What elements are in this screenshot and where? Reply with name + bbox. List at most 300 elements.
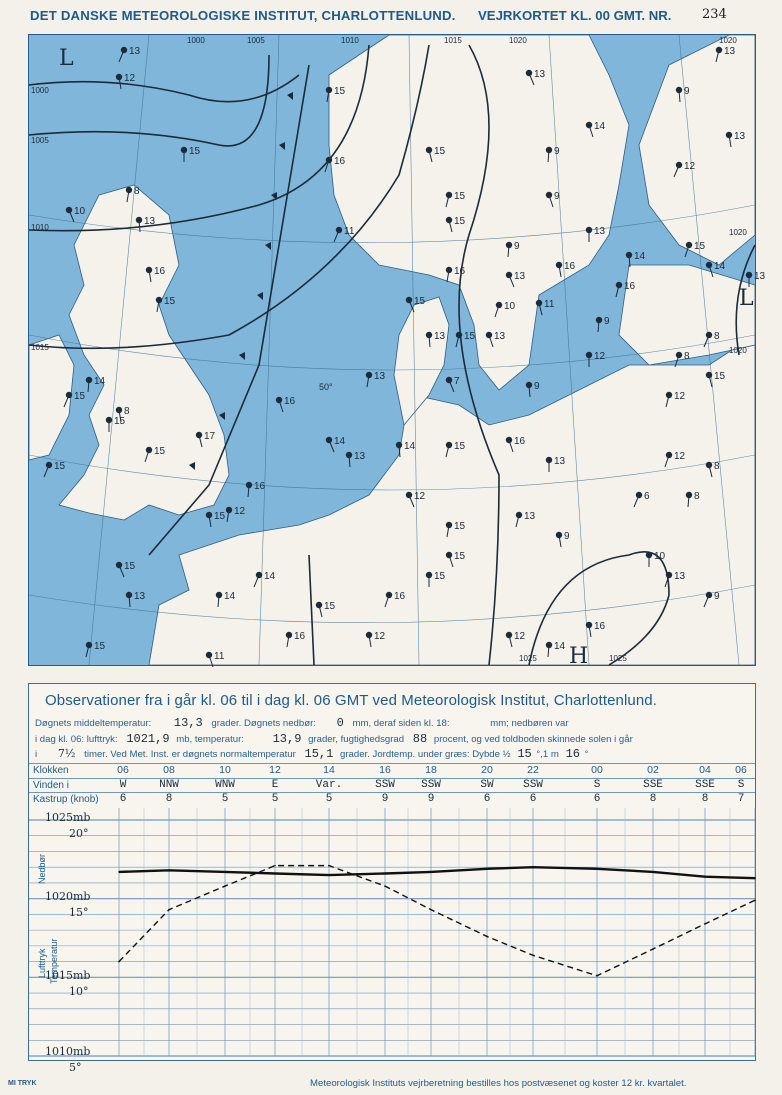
hour-cell: 10 (219, 764, 231, 776)
station-dot (556, 262, 562, 268)
temperature-point (224, 885, 226, 887)
weather-station (44, 461, 66, 477)
land-britain (59, 185, 229, 520)
station-temperature: 13 (434, 331, 446, 342)
institute-name: DET DANSKE METEOROLOGISKE INSTITUT, CHARLOTTENLUND. (30, 8, 456, 23)
station-temperature: 16 (624, 281, 636, 292)
station-temperature: 15 (124, 561, 136, 572)
station-temperature: 15 (74, 391, 86, 402)
station-temperature: 15 (414, 296, 426, 307)
station-dot (136, 217, 142, 223)
temp-20-label: 20° (69, 827, 89, 840)
weather-station (276, 396, 296, 412)
wind-cell: NNW (159, 779, 179, 791)
station-dot (126, 592, 132, 598)
station-dot (446, 267, 452, 273)
precipitation-value: 0 (336, 716, 344, 730)
row-label: Kastrup (knob) (33, 794, 99, 805)
station-temperature: 13 (514, 271, 526, 282)
weather-station (446, 376, 460, 392)
station-temperature: 15 (114, 416, 126, 427)
wind-cell: SSE (695, 779, 715, 791)
obs-text: procent, og ved toldboden skinnede solen i går (433, 734, 633, 745)
temperature-point (704, 923, 706, 925)
temperature-value: 13,9 (272, 732, 302, 746)
station-dot (116, 74, 122, 80)
station-dot (196, 432, 202, 438)
temperature-line (119, 866, 755, 976)
station-temperature: 14 (224, 591, 236, 602)
observation-chart (29, 808, 755, 1058)
station-dot (666, 392, 672, 398)
speed-cell: 6 (119, 793, 127, 805)
speed-cell: 8 (165, 793, 173, 805)
station-dot (546, 147, 552, 153)
wind-cell: SSW (375, 779, 395, 791)
temp-5-label: 5° (69, 1061, 82, 1074)
air-pressure-value: 1021,9 (126, 732, 170, 746)
station-temperature: 9 (564, 531, 570, 542)
obs-text: mb, temperatur: (176, 734, 244, 745)
weather-station (86, 641, 106, 657)
hour-cell: 22 (527, 764, 539, 776)
station-temperature: 14 (554, 641, 566, 652)
station-temperature: 13 (594, 226, 606, 237)
station-dot (326, 437, 332, 443)
station-dot (386, 592, 392, 598)
station-dot (746, 272, 752, 278)
station-temperature: 8 (124, 406, 130, 417)
station-dot (676, 352, 682, 358)
station-dot (646, 552, 652, 558)
station-temperature: 9 (554, 191, 560, 202)
chart-number: 234 (702, 7, 727, 22)
temperature-point (486, 936, 488, 938)
wind-cell: S (737, 779, 745, 791)
station-temperature: 14 (634, 251, 646, 262)
station-temperature: 12 (674, 391, 686, 402)
temperature-point (754, 899, 756, 901)
station-dot (216, 592, 222, 598)
speed-cell: 6 (529, 793, 537, 805)
hours-row (29, 763, 755, 778)
station-dot (616, 282, 622, 288)
obs-text: mm; nedbøren var (490, 718, 569, 729)
station-dot (586, 122, 592, 128)
station-dot (706, 592, 712, 598)
station-temperature: 15 (464, 331, 476, 342)
pressure-1010-label: 1010mb (45, 1045, 91, 1058)
station-temperature: 14 (94, 376, 106, 387)
station-dot (666, 572, 672, 578)
station-dot (206, 652, 212, 658)
station-temperature: 13 (724, 46, 736, 57)
wind-cell: SW (480, 779, 494, 791)
pressure-line (119, 867, 755, 878)
station-dot (66, 392, 72, 398)
weather-station (66, 206, 86, 222)
wind-cell: SSE (643, 779, 663, 791)
hour-cell: 00 (591, 764, 603, 776)
station-dot (676, 87, 682, 93)
station-dot (726, 132, 732, 138)
station-dot (336, 227, 342, 233)
station-temperature: 15 (434, 146, 446, 157)
station-dot (366, 372, 372, 378)
pressure-point (118, 871, 120, 873)
station-temperature: 16 (284, 396, 296, 407)
pressure-point (328, 874, 330, 876)
wind-speed-row (29, 792, 755, 807)
station-temperature: 10 (504, 301, 516, 312)
pressure-point (274, 873, 276, 875)
obs-line-3 (35, 747, 589, 761)
wind-cell: SSW (421, 779, 441, 791)
weather-station (746, 271, 766, 287)
pressure-point (754, 877, 756, 879)
temperatur-label: Temperatur (49, 938, 59, 984)
station-temperature: 9 (604, 316, 610, 327)
hour-cell: 18 (425, 764, 437, 776)
hour-cell: 14 (323, 764, 335, 776)
nedbor-label: Nedbør (37, 853, 47, 884)
station-dot (626, 252, 632, 258)
wind-direction-row (29, 778, 755, 793)
station-temperature: 8 (134, 186, 140, 197)
station-dot (116, 562, 122, 568)
station-temperature: 16 (154, 266, 166, 277)
station-dot (446, 217, 452, 223)
station-temperature: 13 (494, 331, 506, 342)
station-temperature: 15 (454, 441, 466, 452)
obs-text: timer. Ved Met. Inst. er døgnets normaltemperatur (84, 749, 296, 760)
row-label: Klokken (33, 765, 69, 776)
low-pressure-center: L (59, 46, 74, 71)
speed-cell: 6 (483, 793, 491, 805)
weather-station (536, 299, 555, 315)
station-temperature: 13 (554, 456, 566, 467)
high-pressure-center: H (569, 644, 589, 669)
humidity-value: 88 (412, 732, 428, 746)
station-dot (66, 207, 72, 213)
station-dot (106, 417, 112, 423)
station-temperature: 12 (374, 631, 386, 642)
pressure-point (652, 871, 654, 873)
temperature-point (532, 955, 534, 957)
speed-cell: 9 (381, 793, 389, 805)
station-dot (276, 397, 282, 403)
isobar-label: 1020 (729, 346, 747, 355)
pressure-1020-label: 1020mb (45, 890, 91, 903)
weather-station (119, 46, 141, 62)
station-temperature: 11 (214, 651, 225, 662)
station-temperature: 13 (134, 591, 146, 602)
station-temperature: 9 (684, 86, 690, 97)
station-dot (586, 227, 592, 233)
station-temperature: 8 (714, 331, 720, 342)
station-dot (526, 70, 532, 76)
station-dot (366, 632, 372, 638)
station-temperature: 15 (454, 191, 466, 202)
obs-text: mm, deraf siden kl. 18: (352, 718, 450, 729)
station-dot (546, 642, 552, 648)
station-dot (506, 632, 512, 638)
station-temperature: 9 (534, 381, 540, 392)
obs-line-1 (35, 716, 569, 730)
station-dot (516, 512, 522, 518)
station-dot (676, 162, 682, 168)
station-temperature: 14 (594, 121, 606, 132)
pressure-point (430, 871, 432, 873)
station-temperature: 15 (454, 521, 466, 532)
speed-cell: 5 (325, 793, 333, 805)
station-dot (586, 622, 592, 628)
station-temperature: 8 (694, 491, 700, 502)
station-dot (446, 377, 452, 383)
obs-text: i dag kl. 06: lufttryk: (35, 734, 118, 745)
wind-cell: W (119, 779, 127, 791)
weather-station (206, 511, 226, 527)
station-temperature: 9 (714, 591, 720, 602)
isobar-label: 1000 (31, 86, 49, 95)
station-dot (406, 297, 412, 303)
isobar-label: 1025 (519, 654, 537, 663)
isobar-label: 1020 (729, 228, 747, 237)
station-dot (506, 272, 512, 278)
hour-cell: 06 (117, 764, 129, 776)
station-temperature: 13 (754, 271, 766, 282)
station-dot (546, 192, 552, 198)
temperature-point (430, 909, 432, 911)
obs-text: grader, fugtighedsgrad (308, 734, 405, 745)
station-temperature: 13 (129, 46, 141, 57)
station-temperature: 15 (334, 86, 346, 97)
station-dot (326, 87, 332, 93)
soil-temp-one-value: 16 (565, 747, 580, 761)
station-temperature: 15 (54, 461, 66, 472)
header (0, 0, 782, 30)
speed-cell: 9 (427, 793, 435, 805)
wind-cell: Var. (315, 779, 343, 791)
station-dot (546, 457, 552, 463)
weather-station (326, 436, 346, 452)
station-dot (246, 482, 252, 488)
speed-cell: 6 (593, 793, 601, 805)
station-temperature: 9 (554, 146, 560, 157)
station-dot (506, 437, 512, 443)
station-dot (146, 447, 152, 453)
weather-station (596, 316, 610, 332)
lufttryk-label: Lufttryk (37, 948, 47, 978)
isobar-label: 1015 (31, 343, 49, 352)
station-dot (326, 157, 332, 163)
station-dot (716, 47, 722, 53)
station-temperature: 16 (564, 261, 576, 272)
station-dot (536, 300, 542, 306)
speed-cell: 5 (221, 793, 229, 805)
soil-temp-half-value: 15 (517, 747, 532, 761)
pressure-point (168, 870, 170, 872)
station-temperature: 12 (594, 351, 606, 362)
pressure-point (224, 871, 226, 873)
weather-station (366, 371, 386, 387)
chart-grid (29, 808, 755, 1056)
hour-cell: 20 (481, 764, 493, 776)
temperature-point (274, 865, 276, 867)
land-continent (149, 335, 755, 665)
station-dot (286, 632, 292, 638)
weather-station (246, 481, 266, 497)
station-temperature: 14 (714, 261, 726, 272)
station-dot (666, 452, 672, 458)
station-temperature: 12 (684, 161, 696, 172)
isobar-label: 1015 (444, 36, 462, 45)
station-dot (706, 262, 712, 268)
station-temperature: 14 (264, 571, 276, 582)
wind-cell: S (593, 779, 601, 791)
station-dot (146, 267, 152, 273)
temp-15-label: 15° (69, 906, 89, 919)
station-temperature: 13 (374, 371, 386, 382)
station-temperature: 16 (454, 266, 466, 277)
wind-cell: SSW (523, 779, 543, 791)
isobar-label: 1020 (509, 36, 527, 45)
wind-cell: E (271, 779, 279, 791)
station-temperature: 10 (74, 206, 86, 217)
isobar-label: 1005 (247, 36, 265, 45)
station-dot (486, 332, 492, 338)
map-svg (29, 35, 766, 669)
hour-cell: 16 (379, 764, 391, 776)
weather-map (28, 34, 766, 669)
station-temperature: 11 (544, 299, 555, 310)
station-temperature: 15 (454, 216, 466, 227)
station-temperature: 16 (294, 631, 306, 642)
station-temperature: 8 (684, 351, 690, 362)
pressure-point (596, 868, 598, 870)
weather-station (586, 351, 606, 367)
station-dot (506, 242, 512, 248)
isobar-label: 1010 (31, 223, 49, 232)
observations-panel (28, 683, 756, 1074)
sunshine-hours-value: 7½ (57, 747, 76, 760)
temperature-point (118, 961, 120, 963)
isobar-label: 1005 (31, 136, 49, 145)
station-temperature: 8 (714, 461, 720, 472)
temperature-point (168, 909, 170, 911)
temp-10-label: 10° (69, 985, 89, 998)
temperature-point (596, 975, 598, 977)
obs-line-2 (35, 732, 633, 746)
station-dot (316, 602, 322, 608)
station-dot (706, 462, 712, 468)
pressure-1015-label: 1015mb (45, 969, 91, 982)
station-temperature: 12 (674, 451, 686, 462)
station-temperature: 13 (734, 131, 746, 142)
pressure-point (704, 876, 706, 878)
speed-cell: 5 (271, 793, 279, 805)
station-dot (406, 492, 412, 498)
station-temperature: 11 (344, 226, 355, 237)
station-dot (636, 492, 642, 498)
hour-cell: 12 (269, 764, 281, 776)
station-dot (116, 407, 122, 413)
station-temperature: 15 (94, 641, 106, 652)
station-dot (181, 147, 187, 153)
station-temperature: 17 (204, 431, 216, 442)
station-temperature: 15 (694, 241, 706, 252)
weather-station (226, 506, 246, 522)
station-dot (686, 242, 692, 248)
station-temperature: 6 (644, 491, 650, 502)
weather-station (181, 146, 201, 162)
station-dot (206, 512, 212, 518)
station-temperature: 16 (514, 436, 526, 447)
mean-temperature-value: 13,3 (173, 716, 203, 730)
speed-cell: 7 (737, 793, 745, 805)
station-temperature: 7 (454, 376, 460, 387)
station-dot (596, 317, 602, 323)
obs-text: grader. Jordtemp. under græs: Dybde ½ (340, 749, 511, 760)
station-dot (46, 462, 52, 468)
station-dot (586, 352, 592, 358)
chart-series (118, 865, 756, 977)
weather-station (526, 381, 540, 397)
hour-cell: 06 (735, 764, 747, 776)
station-dot (496, 302, 502, 308)
station-dot (556, 532, 562, 538)
weather-station (456, 331, 476, 347)
printer-mark: MI TRYK (8, 1080, 37, 1087)
station-temperature: 9 (514, 241, 520, 252)
station-temperature: 16 (254, 481, 266, 492)
station-temperature: 13 (534, 69, 546, 80)
isobar-label: 1000 (187, 36, 205, 45)
station-dot (226, 507, 232, 513)
temperature-point (384, 885, 386, 887)
station-dot (126, 187, 132, 193)
observations-title: Observationer fra i går kl. 06 til i dag kl. 06 GMT ved Meteorologisk Institut, Charlottenlund. (45, 692, 658, 709)
latitude-label: 50° (319, 382, 333, 392)
station-temperature: 13 (354, 451, 366, 462)
station-dot (256, 572, 262, 578)
station-dot (426, 332, 432, 338)
obs-text: ° (584, 749, 589, 760)
pressure-point (532, 866, 534, 868)
station-dot (346, 452, 352, 458)
station-temperature: 12 (514, 631, 526, 642)
station-temperature: 12 (124, 73, 136, 84)
wind-table (29, 763, 755, 807)
station-temperature: 13 (524, 511, 536, 522)
station-temperature: 15 (189, 146, 201, 157)
isobar-label: 1010 (341, 36, 359, 45)
station-dot (446, 552, 452, 558)
pressure-1025-label: 1025mb (45, 811, 91, 824)
station-dot (156, 297, 162, 303)
station-temperature: 12 (234, 506, 246, 517)
station-dot (86, 642, 92, 648)
subscription-note: Meteorologisk Instituts vejrberetning bestilles hos postvæsenet og koster 12 kr. kvartalet. (310, 1078, 687, 1089)
low-pressure-center: L (739, 286, 754, 311)
station-temperature: 14 (334, 436, 346, 447)
station-temperature: 16 (334, 156, 346, 167)
station-dot (396, 442, 402, 448)
station-dot (686, 492, 692, 498)
station-temperature: 15 (154, 446, 166, 457)
hour-cell: 08 (163, 764, 175, 776)
station-dot (446, 192, 452, 198)
